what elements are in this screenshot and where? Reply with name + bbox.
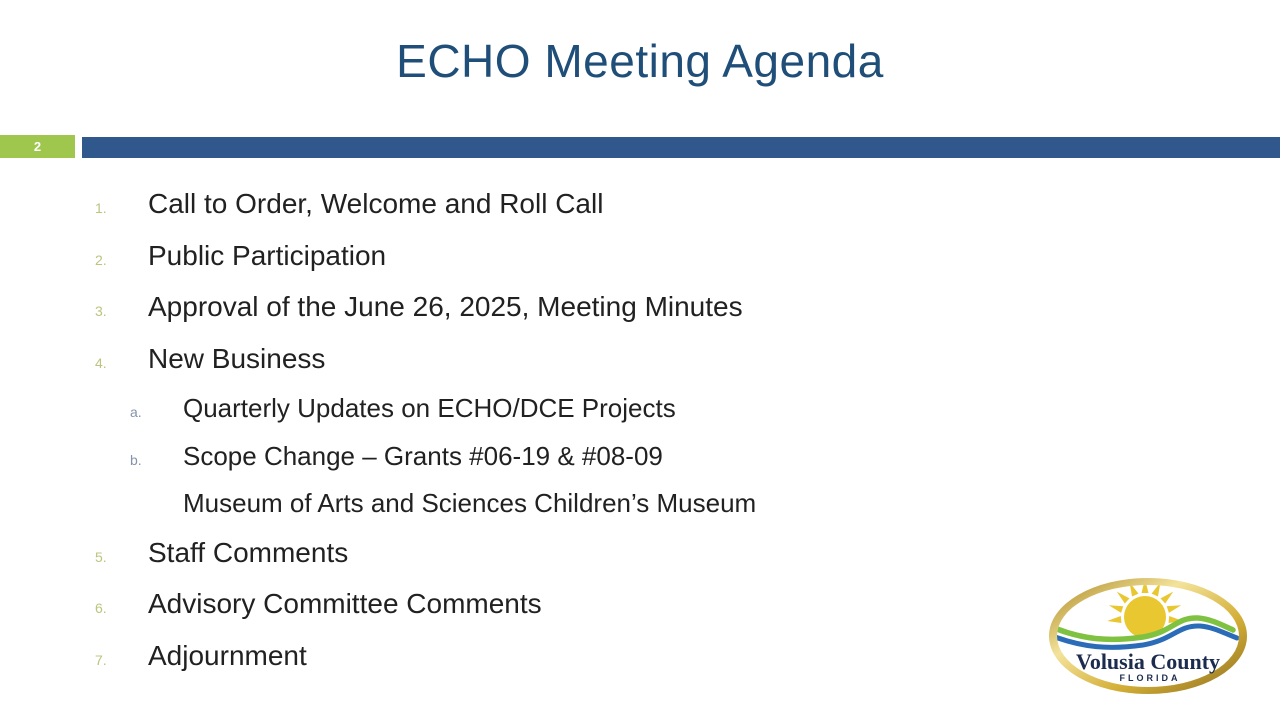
logo-state-name: FLORIDA — [1119, 673, 1181, 683]
item-marker: 4. — [95, 354, 107, 371]
item-marker: 3. — [95, 303, 107, 319]
item-marker: b. — [130, 451, 142, 468]
slide-title: ECHO Meeting Agenda — [396, 35, 884, 87]
page-number: 2 — [33, 139, 42, 154]
agenda-item-1 — [0, 181, 1280, 233]
item-text: Advisory Committee Comments — [148, 588, 542, 619]
logo-county-name: Volusia County — [1075, 649, 1221, 674]
item-marker: 2. — [95, 251, 107, 268]
item-text: Public Participation — [148, 239, 387, 271]
item-text: Adjournment — [148, 639, 307, 671]
item-marker: 7. — [95, 651, 107, 668]
header-bar — [82, 137, 1280, 158]
agenda-item-3 — [0, 284, 1280, 336]
item-text: Museum of Arts and Sciences Children’s Museum — [183, 488, 757, 518]
volusia-county-logo — [1048, 577, 1248, 695]
agenda-item-4b-note — [0, 482, 1280, 530]
item-text: Staff Comments — [148, 536, 349, 568]
item-text: New Business — [148, 342, 326, 374]
item-marker: 1. — [95, 200, 107, 216]
volusia-county-seal-icon — [1048, 577, 1248, 695]
agenda-item-2 — [0, 233, 1280, 285]
item-marker: 5. — [95, 548, 107, 565]
item-text: Approval of the June 26, 2025, Meeting Minutes — [148, 291, 743, 322]
item-marker: 6. — [95, 600, 107, 616]
item-marker: a. — [130, 404, 142, 420]
agenda-item-5 — [0, 530, 1280, 582]
item-text: Scope Change – Grants #06-19 & #08-09 — [183, 440, 663, 471]
page-number-badge — [0, 135, 75, 158]
item-text: Call to Order, Welcome and Roll Call — [148, 188, 604, 219]
agenda-item-4a — [0, 387, 1280, 435]
item-text: Quarterly Updates on ECHO/DCE Projects — [183, 393, 676, 423]
agenda-item-4 — [0, 336, 1280, 388]
agenda-item-4b — [0, 435, 1280, 483]
